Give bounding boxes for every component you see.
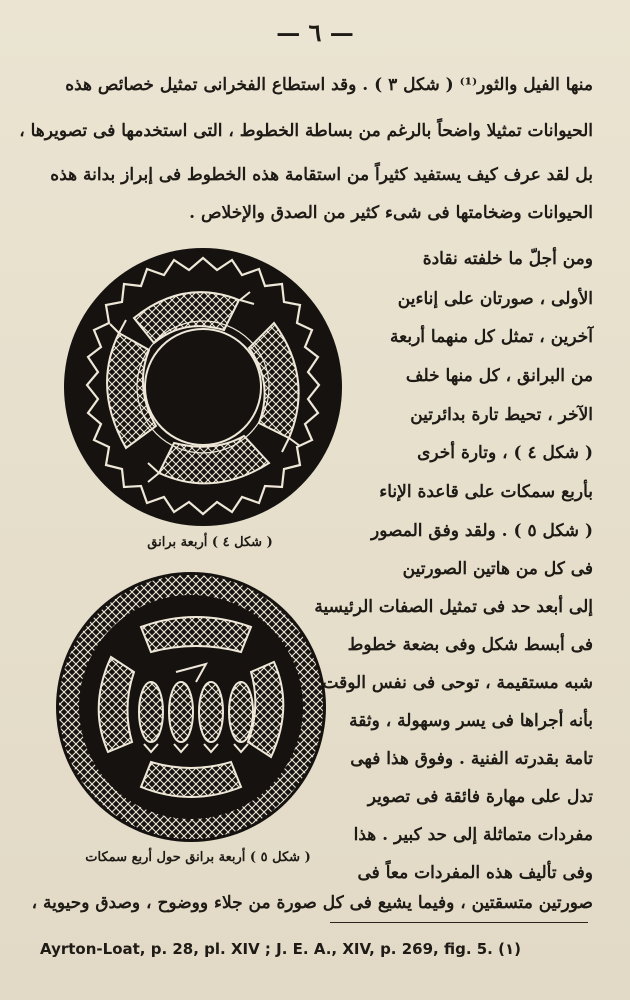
text-line: الأولى ، صورتان على إناءين — [397, 289, 593, 309]
text-line: الآخر ، تحيط تارة بدائرتين — [410, 405, 593, 425]
text-line: بأنه أجراها فى يسر وسهولة ، وثقة — [349, 711, 593, 731]
text-line: تدل على مهارة فائقة فى تصوير — [367, 787, 593, 807]
page-number: — ٦ — — [276, 18, 354, 47]
figure-5-caption: ( شكل ٥ ) أربعة برانق حول أربع سمكات — [85, 850, 311, 865]
figure-4-bowl-image — [64, 248, 342, 526]
text-line: ( شكل ٥ ) . ولقد وفق المصور — [371, 521, 593, 541]
bowl-crocodiles-fish-drawing — [56, 572, 326, 842]
text-line: تامة بقدرته الفنية . وفوق هذا فهى — [350, 749, 593, 769]
text-line: شبه مستقيمة ، توحى فى نفس الوقت — [322, 673, 593, 693]
text-line: فى أبسط شكل وفى بضعة خطوط — [347, 635, 593, 655]
footnote-divider — [330, 922, 588, 923]
text-line: صورتين متسقتين ، وفيما يشيع فى كل صورة من جلاء ووضوح ، وصدق وحيوية ، — [31, 893, 593, 913]
text-line: بل لقد عرف كيف يستفيد كثيراً من استقامة هذه الخطوط فى إبراز بدانة هذه — [50, 165, 593, 185]
text-line: منها الفيل والثور⁽¹⁾ ( شكل ٣ ) . وقد استطاع الفخرانى تمثيل خصائص هذه — [65, 75, 593, 95]
text-line: إلى أبعد حد فى تمثيل الصفات الرئيسية — [314, 597, 593, 617]
text-line: من البرانق ، كل منها خلف — [405, 366, 593, 386]
bowl-crocodiles-drawing — [64, 248, 342, 526]
text-line: بأربع سمكات على قاعدة الإناء — [379, 482, 593, 502]
text-line: فى كل من هاتين الصورتين — [402, 559, 593, 579]
text-line: الحيوانات تمثيلا واضحاً بالرغم من بساطة الخطوط ، التى استخدمها فى تصويرها ، — [19, 121, 593, 141]
text-line: آخرين ، تمثل كل منهما أربعة — [390, 327, 593, 347]
figure-4-caption: ( شكل ٤ ) أربعة برانق — [147, 535, 273, 550]
footnote: Ayrton-Loat, p. 28, pl. XIV ; J. E. A., XIV, p. 269, fig. 5. (١) — [40, 940, 521, 958]
text-line: الحيوانات وضخامتها فى شىء كثير من الصدق والإخلاص . — [189, 203, 593, 223]
figure-5-bowl-image — [56, 572, 326, 842]
text-line: مفردات متماثلة إلى حد كبير . هذا — [353, 825, 593, 845]
text-line: ( شكل ٤ ) ، وتارة أخرى — [417, 443, 593, 463]
text-line: وفى تأليف هذه المفردات معاً فى — [357, 863, 593, 883]
text-line: ومن أجلّ ما خلفته نقادة — [422, 249, 593, 269]
